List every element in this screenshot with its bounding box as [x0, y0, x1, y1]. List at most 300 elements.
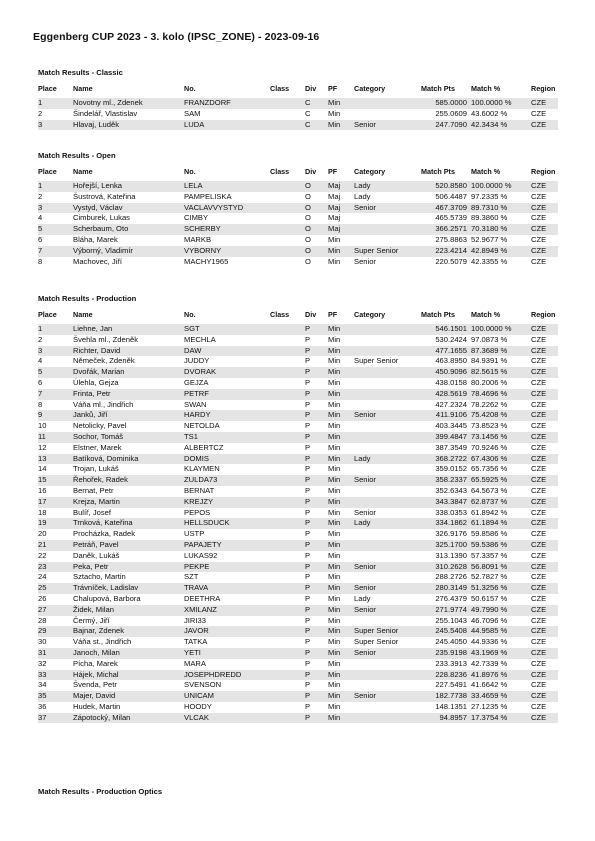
cell-class	[270, 224, 305, 235]
cell-number: ALBERTCZ	[184, 442, 224, 452]
cell-match-percent: 97.0873 %	[471, 334, 508, 344]
cell-division: P	[305, 626, 328, 637]
cell-number: TATKA	[184, 637, 208, 647]
cell-match-percent: 67.4306 %	[471, 454, 531, 465]
cell-number: LELA	[184, 181, 270, 192]
cell-power-factor: Min	[328, 410, 354, 421]
section-title: Match Results - Classic	[38, 68, 123, 77]
cell-class	[270, 583, 305, 594]
cell-name: Čermý, Jiří	[73, 615, 110, 625]
cell-place: 8	[38, 399, 43, 409]
cell-match-points: 245.4050	[435, 637, 467, 647]
cell-category	[354, 235, 421, 246]
cell-power-factor: Min	[328, 572, 341, 582]
cell-region: CZE	[531, 120, 558, 131]
cell-number: KLAYMEN	[184, 464, 220, 474]
cell-class	[270, 562, 305, 573]
column-header-class: Class	[270, 83, 290, 93]
cell-place: 14	[38, 464, 47, 474]
cell-match-percent: 56.8091 %	[471, 562, 531, 573]
cell-division: O	[305, 191, 311, 201]
cell-place: 36	[38, 701, 47, 711]
cell-number: JIRI33	[184, 615, 206, 625]
cell-division: P	[305, 334, 311, 344]
section-title: Match Results - Production	[38, 294, 137, 303]
cell-category: Senior	[354, 120, 421, 131]
cell-division: P	[305, 432, 328, 443]
cell-match-percent: 70.9246 %	[471, 442, 508, 452]
column-header-match-points: Match Pts	[421, 309, 455, 319]
cell-name: Janoch, Milan	[73, 648, 184, 659]
cell-match-percent: 27.1235 %	[471, 701, 508, 711]
cell-match-points: 530.2424	[435, 334, 467, 344]
cell-power-factor: Min	[328, 475, 354, 486]
cell-match-percent: 87.3689 %	[471, 346, 531, 357]
cell-number: TS1	[184, 432, 270, 443]
cell-power-factor: Min	[328, 626, 354, 637]
cell-class	[270, 605, 305, 616]
cell-power-factor: Min	[328, 701, 341, 711]
table-row	[38, 583, 558, 594]
cell-region: CZE	[531, 572, 547, 582]
table-row	[38, 324, 558, 335]
cell-region: CZE	[531, 529, 547, 539]
cell-division: C	[305, 98, 328, 109]
cell-region: CZE	[531, 203, 558, 214]
cell-power-factor: Min	[328, 256, 341, 266]
table-row	[38, 702, 558, 713]
cell-power-factor: Maj	[328, 203, 354, 214]
cell-match-points: 94.8957	[421, 713, 471, 724]
cell-division: P	[305, 475, 328, 486]
table-row	[38, 594, 558, 605]
cell-class	[270, 181, 305, 192]
cell-match-percent: 51.3256 %	[471, 583, 531, 594]
cell-category: Super Senior	[354, 626, 421, 637]
cell-match-percent: 52.9677 %	[471, 234, 508, 244]
header-row	[38, 162, 558, 181]
cell-match-points: 387.3549	[435, 442, 467, 452]
cell-power-factor: Min	[328, 518, 354, 529]
table-row	[38, 454, 558, 465]
column-header-match-percent: Match %	[471, 166, 501, 176]
cell-number: VACLAVVYSTYD	[184, 203, 270, 214]
cell-category	[354, 702, 421, 713]
results-table	[38, 162, 558, 267]
cell-category: Lady	[354, 191, 371, 201]
cell-match-points: 506.4487	[435, 191, 467, 201]
cell-name: Scherbaum, Oto	[73, 224, 184, 235]
cell-division: O	[305, 256, 311, 266]
cell-region: CZE	[531, 637, 547, 647]
cell-class	[270, 637, 305, 648]
cell-place: 27	[38, 605, 73, 616]
cell-class	[270, 246, 305, 257]
cell-category: Super Senior	[354, 637, 399, 647]
cell-region: CZE	[531, 377, 547, 387]
column-header-name: Name	[73, 83, 93, 93]
cell-power-factor: Min	[328, 485, 341, 495]
cell-match-points: 223.4214	[421, 246, 471, 257]
cell-region: CZE	[531, 234, 547, 244]
table-row	[38, 670, 558, 681]
cell-place: 23	[38, 562, 73, 573]
cell-region: CZE	[531, 108, 547, 118]
cell-region: CZE	[531, 485, 547, 495]
cell-name: Netolicky, Pavel	[73, 421, 127, 431]
cell-category	[354, 670, 421, 681]
cell-match-percent: 89.3860 %	[471, 213, 508, 223]
cell-name: Úlehla, Gejza	[73, 377, 119, 387]
cell-name: Dvořák, Marian	[73, 367, 184, 378]
cell-category	[354, 378, 421, 389]
cell-place: 12	[38, 442, 47, 452]
cell-class	[270, 486, 305, 497]
cell-category	[354, 486, 421, 497]
cell-category: Senior	[354, 691, 421, 702]
cell-class	[270, 400, 305, 411]
cell-match-percent: 100.0000 %	[471, 98, 531, 109]
cell-name: Váňa st., Jindřich	[73, 637, 132, 647]
cell-place: 16	[38, 485, 47, 495]
cell-number: PAPAJETY	[184, 540, 270, 551]
cell-class	[270, 551, 305, 562]
cell-category	[354, 400, 421, 411]
cell-power-factor: Min	[328, 562, 354, 573]
cell-match-points: 520.8580	[421, 181, 471, 192]
cell-name: Zápotocký, Milan	[73, 713, 184, 724]
cell-name: Frinta, Petr	[73, 389, 184, 400]
cell-match-points: 255.1043	[435, 615, 467, 625]
cell-name: Procházka, Radek	[73, 529, 136, 539]
cell-number: SZT	[184, 572, 199, 582]
cell-region: CZE	[531, 389, 558, 400]
cell-place: 2	[38, 108, 43, 118]
cell-class	[270, 410, 305, 421]
cell-division: P	[305, 637, 311, 647]
cell-number: MARA	[184, 658, 206, 668]
cell-match-points: 477.1655	[421, 346, 471, 357]
cell-category	[354, 497, 421, 508]
cell-number: DVORAK	[184, 367, 270, 378]
cell-power-factor: Min	[328, 399, 341, 409]
cell-power-factor: Min	[328, 324, 354, 335]
table-row	[38, 432, 558, 443]
cell-match-percent: 43.6002 %	[471, 108, 508, 118]
column-header-division: Div	[305, 166, 317, 176]
cell-match-points: 403.3445	[435, 421, 467, 431]
cell-place: 29	[38, 626, 73, 637]
cell-name: Liehne, Jan	[73, 324, 184, 335]
table-row	[38, 246, 558, 257]
cell-category: Senior	[354, 648, 421, 659]
cell-match-percent: 65.7356 %	[471, 464, 508, 474]
cell-division: P	[305, 562, 328, 573]
cell-place: 7	[38, 246, 73, 257]
cell-division: P	[305, 648, 328, 659]
header-row	[38, 79, 558, 98]
cell-match-percent: 78.2262 %	[471, 399, 508, 409]
cell-class	[270, 497, 305, 508]
cell-number: VYBORNY	[184, 246, 270, 257]
cell-place: 4	[38, 213, 43, 223]
cell-class	[270, 389, 305, 400]
cell-name: Němeček, Zdeněk	[73, 356, 135, 366]
cell-region: CZE	[531, 615, 547, 625]
cell-place: 37	[38, 713, 73, 724]
cell-division: P	[305, 605, 328, 616]
cell-power-factor: Min	[328, 529, 341, 539]
cell-place: 11	[38, 432, 73, 443]
cell-match-points: 450.9096	[421, 367, 471, 378]
cell-match-percent: 65.5925 %	[471, 475, 531, 486]
cell-name: Hudek, Martin	[73, 701, 121, 711]
cell-place: 10	[38, 421, 47, 431]
cell-number: HARDY	[184, 410, 270, 421]
cell-number: BERNAT	[184, 485, 215, 495]
cell-number: XMILANZ	[184, 605, 270, 616]
cell-class	[270, 518, 305, 529]
cell-match-points: 366.2571	[421, 224, 471, 235]
cell-region: CZE	[531, 593, 547, 603]
column-header-category: Category	[354, 83, 386, 93]
cell-category	[354, 713, 421, 724]
cell-division: C	[305, 120, 328, 131]
table-row	[38, 540, 558, 551]
cell-match-percent: 44.9585 %	[471, 626, 531, 637]
cell-match-points: 546.1501	[421, 324, 471, 335]
cell-division: O	[305, 181, 328, 192]
cell-category	[354, 540, 421, 551]
cell-match-points: 275.8863	[435, 234, 467, 244]
cell-match-points: 411.9106	[421, 410, 471, 421]
cell-category: Senior	[354, 410, 421, 421]
cell-match-percent: 42.7339 %	[471, 658, 508, 668]
table-row	[38, 464, 558, 475]
table-row	[38, 486, 558, 497]
table-row	[38, 562, 558, 573]
cell-region: CZE	[531, 670, 558, 681]
cell-match-percent: 80.2006 %	[471, 377, 508, 387]
column-header-place: Place	[38, 83, 57, 93]
cell-category	[354, 572, 421, 583]
cell-name: Petráň, Pavel	[73, 540, 184, 551]
cell-match-points: 585.0000	[421, 98, 471, 109]
table-row	[38, 335, 558, 346]
cell-number: PEPOS	[184, 507, 211, 517]
cell-number: SWAN	[184, 399, 207, 409]
cell-category: Senior	[354, 507, 376, 517]
table-row	[38, 605, 558, 616]
section-open	[38, 149, 558, 267]
cell-match-percent: 33.4659 %	[471, 691, 531, 702]
cell-power-factor: Min	[328, 605, 354, 616]
cell-number: MECHLA	[184, 334, 216, 344]
cell-power-factor: Min	[328, 540, 354, 551]
cell-category	[354, 680, 421, 691]
cell-division: P	[305, 550, 311, 560]
cell-match-percent: 61.1894 %	[471, 518, 531, 529]
table-row	[38, 497, 558, 508]
cell-name: Majer, David	[73, 691, 184, 702]
cell-match-percent: 50.6157 %	[471, 593, 508, 603]
cell-category: Senior	[354, 583, 421, 594]
table-row	[38, 235, 558, 246]
cell-match-points: 245.5408	[421, 626, 471, 637]
cell-place: 2	[38, 334, 43, 344]
cell-class	[270, 626, 305, 637]
cell-category	[354, 464, 421, 475]
cell-name: Peka, Petr	[73, 562, 184, 573]
cell-place: 20	[38, 529, 47, 539]
cell-place: 3	[38, 346, 73, 357]
cell-match-points: 325.1700	[421, 540, 471, 551]
column-header-division: Div	[305, 83, 317, 93]
results-table	[38, 305, 558, 723]
cell-division: P	[305, 518, 328, 529]
section-production-optics	[38, 785, 558, 798]
cell-division: P	[305, 583, 328, 594]
cell-name: Trojan, Lukáš	[73, 464, 119, 474]
cell-place: 19	[38, 518, 73, 529]
cell-number: USTP	[184, 529, 205, 539]
cell-division: P	[305, 658, 311, 668]
cell-category	[354, 98, 421, 109]
table-row	[38, 648, 558, 659]
cell-class	[270, 192, 305, 203]
cell-match-percent: 42.3434 %	[471, 120, 531, 131]
cell-name: Trávníček, Ladislav	[73, 583, 184, 594]
cell-match-percent: 100.0000 %	[471, 324, 531, 335]
cell-match-points: 428.5619	[421, 389, 471, 400]
cell-match-points: 310.2628	[421, 562, 471, 573]
cell-number: SCHERBY	[184, 224, 270, 235]
cell-division: P	[305, 615, 311, 625]
cell-match-points: 463.8950	[435, 356, 467, 366]
cell-class	[270, 529, 305, 540]
cell-power-factor: Min	[328, 389, 354, 400]
cell-division: P	[305, 680, 311, 690]
cell-match-percent: 46.7096 %	[471, 615, 508, 625]
cell-name: Sochor, Tomáš	[73, 432, 184, 443]
cell-region: CZE	[531, 550, 547, 560]
table-row	[38, 389, 558, 400]
cell-class	[270, 659, 305, 670]
cell-power-factor: Min	[328, 356, 341, 366]
table-row	[38, 680, 558, 691]
table-row	[38, 572, 558, 583]
cell-match-percent: 64.5673 %	[471, 485, 508, 495]
cell-place: 30	[38, 637, 47, 647]
column-header-class: Class	[270, 166, 290, 176]
cell-name: Batíková, Dominika	[73, 454, 184, 465]
table-row	[38, 626, 558, 637]
cell-category	[354, 659, 421, 670]
cell-match-percent: 62.8737 %	[471, 497, 531, 508]
cell-power-factor: Min	[328, 593, 341, 603]
cell-division: P	[305, 399, 311, 409]
cell-name: Šustrová, Kateřina	[73, 191, 136, 201]
cell-name: Bajnar, Zdenek	[73, 626, 184, 637]
cell-category	[354, 421, 421, 432]
cell-region: CZE	[531, 540, 558, 551]
cell-division: P	[305, 540, 328, 551]
cell-name: Chalupová, Barbora	[73, 593, 141, 603]
cell-match-points: 465.5739	[435, 213, 467, 223]
column-header-power-factor: PF	[328, 166, 338, 176]
cell-power-factor: Min	[328, 234, 341, 244]
cell-category	[354, 346, 421, 357]
cell-power-factor: Maj	[328, 181, 354, 192]
cell-region: CZE	[531, 497, 558, 508]
cell-region: CZE	[531, 701, 547, 711]
cell-region: CZE	[531, 691, 558, 702]
cell-region: CZE	[531, 410, 558, 421]
cell-power-factor: Min	[328, 421, 341, 431]
cell-match-percent: 41.6642 %	[471, 680, 508, 690]
cell-category: Senior	[354, 475, 421, 486]
cell-name: Švehla ml., Zdeněk	[73, 334, 138, 344]
cell-power-factor: Min	[328, 648, 354, 659]
cell-region: CZE	[531, 518, 558, 529]
cell-match-percent: 100.0000 %	[471, 181, 531, 192]
cell-class	[270, 680, 305, 691]
cell-power-factor: Min	[328, 637, 341, 647]
cell-match-percent: 82.5615 %	[471, 367, 531, 378]
column-header-name: Name	[73, 166, 93, 176]
cell-division: P	[305, 464, 311, 474]
cell-power-factor: Min	[328, 550, 341, 560]
cell-class	[270, 335, 305, 346]
section-production	[38, 292, 558, 723]
cell-division: P	[305, 497, 328, 508]
cell-name: Elstner, Marek	[73, 442, 122, 452]
cell-name: Výborný, Vladimír	[73, 246, 184, 257]
cell-division: P	[305, 442, 311, 452]
cell-class	[270, 235, 305, 246]
cell-class	[270, 257, 305, 268]
cell-place: 26	[38, 593, 47, 603]
cell-number: SGT	[184, 324, 270, 335]
cell-match-points: 271.9774	[421, 605, 471, 616]
cell-power-factor: Min	[328, 98, 354, 109]
cell-power-factor: Min	[328, 615, 341, 625]
cell-class	[270, 616, 305, 627]
cell-region: CZE	[531, 442, 547, 452]
cell-name: Švenda, Petr	[73, 680, 117, 690]
cell-class	[270, 213, 305, 224]
cell-region: CZE	[531, 246, 558, 257]
cell-place: 24	[38, 572, 47, 582]
cell-region: CZE	[531, 191, 547, 201]
cell-name: Židek, Milan	[73, 605, 184, 616]
cell-match-points: 235.9198	[421, 648, 471, 659]
table-row	[38, 659, 558, 670]
cell-name: Váňa ml., Jindřich	[73, 399, 134, 409]
cell-match-points: 288.2726	[435, 572, 467, 582]
cell-name: Richter, David	[73, 346, 184, 357]
cell-number: PAMPELISKA	[184, 191, 232, 201]
cell-match-percent: 59.5386 %	[471, 540, 531, 551]
cell-number: UNICAM	[184, 691, 270, 702]
cell-name: Cimburek, Lukas	[73, 213, 130, 223]
cell-division: P	[305, 529, 311, 539]
cell-match-points: 326.9176	[435, 529, 467, 539]
cell-place: 8	[38, 256, 43, 266]
table-row	[38, 356, 558, 367]
cell-division: P	[305, 593, 311, 603]
cell-region: CZE	[531, 98, 558, 109]
